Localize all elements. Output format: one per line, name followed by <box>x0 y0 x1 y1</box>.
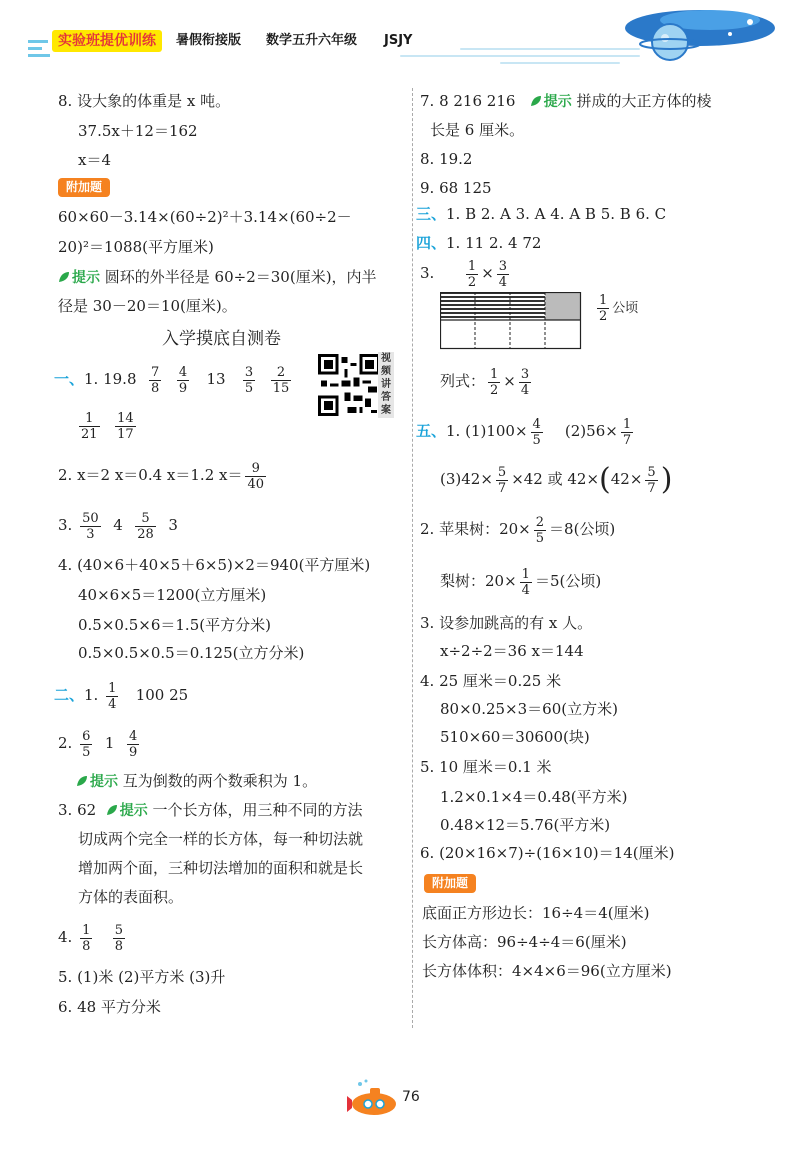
fraction: $\frac{1}{4}$ <box>521 566 530 598</box>
s2-q6: 6. 48 平方分米 <box>58 998 161 1016</box>
leaf-icon <box>58 271 70 283</box>
r-q7 <box>420 90 712 113</box>
tip1-line-1 <box>58 266 377 289</box>
s5-q2b <box>440 562 601 600</box>
s2-q3-l1 <box>58 799 363 822</box>
section-five-label: 五、 <box>416 422 447 440</box>
light-cell <box>545 292 580 320</box>
s2-q1 <box>54 676 188 714</box>
r-q8: 8. 19.2 <box>420 150 473 168</box>
section-four-label: 四、 <box>416 234 447 252</box>
s1-q2 <box>58 456 269 494</box>
leaf-icon <box>530 95 542 107</box>
bonus-r-l2: 长方体高：96÷4÷4＝6(厘米) <box>422 933 627 951</box>
fraction: $\frac{4}{9}$ <box>178 364 188 396</box>
fraction: $\frac{4}{5}$ <box>532 416 541 448</box>
bonus-r-l3: 长方体体积：4×4×6＝96(立方厘米) <box>422 962 672 980</box>
s5-q3-l2: x÷2÷2＝36 x＝144 <box>440 642 584 660</box>
s5-q5-l3: 0.48×12＝5.76(平方米) <box>440 816 611 834</box>
tip4-line-2: 长是 6 厘米。 <box>430 121 525 139</box>
page-number: 76 <box>402 1089 420 1105</box>
tip2-label: 提示 <box>76 774 118 790</box>
s1-q1 <box>54 360 294 398</box>
s5-q5-l2: 1.2×0.1×4＝0.48(平方米) <box>440 788 628 806</box>
s5-q1 <box>416 412 636 450</box>
s4-q3-side-label <box>594 288 638 328</box>
tip3-line-4: 方体的表面积。 <box>78 888 184 906</box>
s2-q2 <box>58 724 142 762</box>
bonus-line-1: 60×60－3.14×(60÷2)²＋3.14×(60÷2－ <box>58 208 352 226</box>
header-stripes <box>28 40 50 61</box>
bonus-r-l1: 底面正方形边长：16÷4＝4(厘米) <box>422 904 650 922</box>
s1-q1-13: 13 <box>206 370 226 388</box>
s5-q4-l2: 80×0.25×3＝60(立方米) <box>440 700 618 718</box>
fraction: $\frac{3}{4}$ <box>520 366 530 398</box>
s5-q5-l1: 5. 10 厘米＝0.1 米 <box>420 758 552 776</box>
fraction: $\frac{2}{15}$ <box>272 364 290 396</box>
s1-q3-num: 3. <box>58 516 73 534</box>
fraction: $\frac{1}{2}$ <box>599 292 608 324</box>
s5-q1c-pre: (3)42× <box>440 470 493 488</box>
s2-q3-num: 3. 62 <box>58 801 97 819</box>
s1-q4-l3: 0.5×0.5×6＝1.5(平方分米) <box>78 616 271 634</box>
tip2-text: 互为倒数的两个数乘积为 1。 <box>122 772 318 790</box>
formula-label: 列式： <box>440 372 486 390</box>
s2-q2-num: 2. <box>58 734 73 752</box>
section-three-answers: 1. B 2. A 3. A 4. A B 5. B 6. C <box>446 205 667 223</box>
fraction: $\frac{1}{7}$ <box>622 416 632 448</box>
fraction: $\frac{3}{4}$ <box>498 258 508 290</box>
fraction: $\frac{4}{9}$ <box>129 728 138 760</box>
s5-q6: 6. (20×16×7)÷(16×10)＝14(厘米) <box>420 844 675 862</box>
s1-q2-text: 2. x＝2 x＝0.4 x＝1.2 x＝ <box>58 466 243 484</box>
fraction: $\frac{9}{40}$ <box>247 460 265 492</box>
s4-q3-num: 3. <box>420 264 435 282</box>
s4-q3: 3. $\frac{1}{2}$ × $\frac{3}{4}$ <box>420 258 508 290</box>
leaf-icon <box>106 804 118 816</box>
s2-q1-rest: 100 25 <box>135 686 189 704</box>
s1-q4-l1: 4. (40×6＋40×5＋6×5)×2＝940(平方厘米) <box>58 556 371 574</box>
fraction: $\frac{14}{17}$ <box>117 410 134 442</box>
series-label: 暑假衔接版 <box>176 33 242 48</box>
s2-q4 <box>58 918 128 956</box>
column-divider <box>412 88 413 1028</box>
s1-q1-value: 1. 19.8 <box>84 370 137 388</box>
submarine-icon <box>346 1078 402 1118</box>
tip3-line-2: 切成两个完全一样的长方体，每一种切法就 <box>78 830 364 848</box>
section-four <box>416 232 541 254</box>
fraction: $\frac{1}{21}$ <box>81 410 98 442</box>
r-q9: 9. 68 125 <box>420 179 492 197</box>
s1-q4-l2: 40×6×5＝1200(立方厘米) <box>78 586 267 604</box>
section-three-label: 三、 <box>416 205 447 223</box>
tip4-label: 提示 <box>530 94 572 110</box>
qr-caption: 视 频 讲 答 案 <box>378 352 394 418</box>
fraction: $\frac{50}{3}$ <box>82 510 99 542</box>
bonus-badge-right: 附加题 <box>424 874 476 893</box>
shaded-cells <box>440 292 545 320</box>
fraction: $\frac{7}{8}$ <box>151 364 160 396</box>
tip3-label: 提示 <box>106 803 148 819</box>
s2-q5: 5. (1)米 (2)平方米 (3)升 <box>58 968 226 986</box>
fraction: $\frac{5}{8}$ <box>114 922 123 954</box>
bonus-badge-left: 附加题 <box>58 178 110 197</box>
s5-q2a-post: ＝8(公顷) <box>549 520 616 538</box>
s5-q3-l1: 3. 设参加跳高的有 x 人。 <box>420 614 593 632</box>
section-one-label: 一、 <box>54 370 85 388</box>
s1-q1-cont <box>76 406 139 444</box>
section-three <box>416 203 666 225</box>
tip1-line-2: 径是 30－20＝10(厘米)。 <box>58 297 237 315</box>
tip4-text-1: 拼成的大正方体的棱 <box>576 92 712 110</box>
tip1-text-1: 圆环的外半径是 60÷2＝30(厘米)，内半 <box>104 268 377 286</box>
paren-open: ( <box>599 462 611 497</box>
area-grid-diagram <box>440 292 582 350</box>
fraction: $\frac{1}{2}$ <box>490 366 499 398</box>
subject-label: 数学五升六年级 <box>266 33 358 48</box>
q8-equation: 37.5x＋12＝162 <box>78 122 198 140</box>
fraction: $\frac{3}{5}$ <box>244 364 254 396</box>
s5-q1b: (2)56× <box>564 422 618 440</box>
s5-q2b-pre: 梨树：20× <box>440 572 517 590</box>
brand-label: 实验班提优训练 <box>52 30 162 52</box>
fraction: $\frac{1}{4}$ <box>108 680 117 712</box>
tip3-line-3: 增加两个面，三种切法增加的面积和就是长 <box>78 859 364 877</box>
fraction: $\frac{1}{2}$ <box>467 258 477 290</box>
s5-q4-l3: 510×60＝30600(块) <box>440 728 590 746</box>
s5-q1a: 1. (1)100× <box>446 422 528 440</box>
s5-q4-l1: 4. 25 厘米＝0.25 米 <box>420 672 562 690</box>
s5-q1c-mid: ×42 或 42× <box>511 470 600 488</box>
unit-label: 公顷 <box>612 301 639 316</box>
tip3-text-1: 一个长方体，用三种不同的方法 <box>152 801 363 819</box>
fraction: $\frac{1}{8}$ <box>82 922 91 954</box>
paren-close: ) <box>660 462 673 497</box>
qr-code[interactable] <box>318 354 380 416</box>
fraction: $\frac{5}{28}$ <box>137 510 154 542</box>
tip1-label: 提示 <box>58 270 100 286</box>
section-four-answers: 1. 11 2. 4 72 <box>446 234 542 252</box>
fraction: $\frac{6}{5}$ <box>82 728 91 760</box>
fraction: $\frac{5}{7}$ <box>647 464 656 496</box>
q8-answer: x＝4 <box>78 151 112 169</box>
r-q7-text: 7. 8 216 216 <box>420 92 516 110</box>
fraction: $\frac{2}{5}$ <box>535 514 545 546</box>
leaf-icon <box>76 775 88 787</box>
s4-q3-formula: 列式： $\frac{1}{2}$ × $\frac{3}{4}$ <box>440 366 530 398</box>
s5-q1c <box>440 460 672 499</box>
s1-q3-4: 4 <box>113 516 123 534</box>
s5-q2b-post: ＝5(公顷) <box>534 572 602 590</box>
section-two-label: 二、 <box>54 686 85 704</box>
s2-q1-num: 1. <box>84 686 99 704</box>
tip2-line <box>76 770 317 793</box>
s1-q4-l4: 0.5×0.5×0.5＝0.125(立方分米) <box>78 644 305 662</box>
fraction: $\frac{5}{7}$ <box>497 464 507 496</box>
s2-q4-num: 4. <box>58 928 73 946</box>
s1-q3-3: 3 <box>168 516 178 534</box>
q8-title: 8. 设大象的体重是 x 吨。 <box>58 92 231 110</box>
s5-q2a-pre: 2. 苹果树：20× <box>420 520 531 538</box>
edition-label: JSJY <box>384 33 413 48</box>
page-header <box>0 0 800 80</box>
planet-icon <box>620 0 800 78</box>
s5-q1c-in: 42× <box>610 470 643 488</box>
bonus-line-2: 20)²＝1088(平方厘米) <box>58 238 214 256</box>
s5-q2a <box>420 510 615 548</box>
exam-title: 入学摸底自测卷 <box>162 329 281 349</box>
s1-q3 <box>58 506 178 544</box>
s2-q2-1: 1 <box>104 734 115 752</box>
